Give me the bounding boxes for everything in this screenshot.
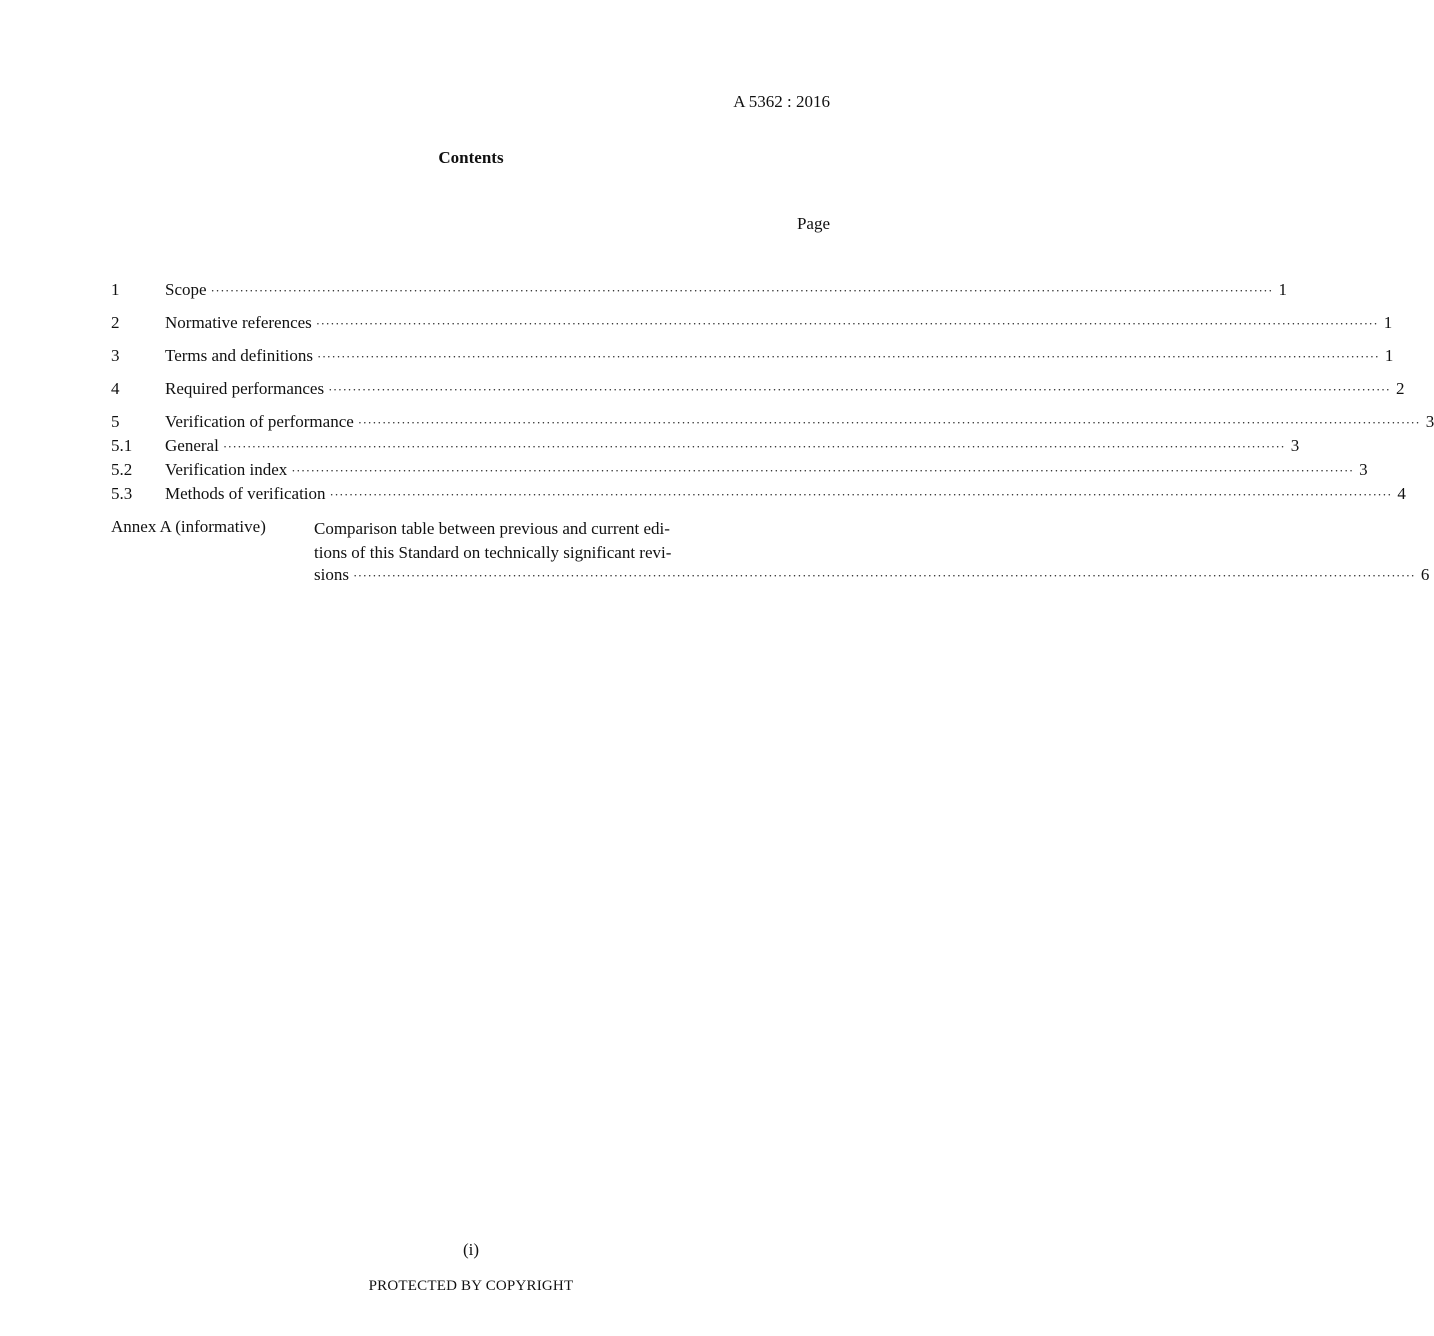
- toc-entry-page: 3: [1359, 460, 1368, 479]
- toc-entry-5[interactable]: [111, 412, 1434, 436]
- dot-leader: ····························································································································································································································: [210, 283, 1273, 298]
- dot-leader: ····························································································································································································································: [291, 463, 1354, 478]
- toc-entry-page: 4: [1397, 484, 1406, 503]
- contents-title: Contents: [438, 148, 504, 167]
- annex-title: [314, 517, 1429, 589]
- copyright-notice: PROTECTED BY COPYRIGHT: [368, 1278, 574, 1294]
- dot-leader: ····························································································································································································································: [352, 568, 1416, 583]
- annex-label: Annex A (informative): [111, 517, 266, 536]
- toc-entry-page: 3: [1425, 412, 1434, 431]
- toc-entry-title: Required performances: [165, 379, 325, 398]
- toc-entry-title: Verification of performance: [165, 412, 354, 431]
- toc-entry-page: 1: [1384, 346, 1394, 365]
- dot-leader: ····························································································································································································································: [329, 487, 1392, 502]
- dot-leader: ····························································································································································································································: [357, 415, 1421, 430]
- toc-entry-number: 5: [111, 412, 120, 431]
- toc-entry-title: Methods of verification: [165, 484, 326, 503]
- annex-title-last-line: [314, 565, 1429, 589]
- toc-entry-title: Verification index: [165, 460, 288, 479]
- toc-entry-title: General: [165, 436, 219, 455]
- toc-entry-number: 5.1: [111, 436, 133, 455]
- toc-entry-annex-a[interactable]: [111, 517, 1430, 589]
- dot-leader: ····························································································································································································································: [315, 316, 1379, 331]
- toc-entry-page: 6: [1420, 565, 1430, 584]
- toc-entry-5-1[interactable]: [111, 436, 1300, 460]
- toc-entry-title: Normative references: [165, 313, 312, 332]
- dot-leader: ····························································································································································································································: [222, 439, 1286, 454]
- toc-entry-2[interactable]: [111, 313, 1393, 337]
- toc-entry-number: 5.3: [111, 484, 133, 503]
- toc-entry-page: 1: [1383, 313, 1393, 332]
- table-of-contents: [111, 280, 1434, 589]
- toc-entry-page: 3: [1290, 436, 1300, 455]
- toc-entry-title: Scope: [165, 280, 207, 299]
- toc-entry-page: 1: [1278, 280, 1287, 299]
- toc-entry-title: Terms and definitions: [165, 346, 314, 365]
- annex-title-line: tions of this Standard on technically significant revi-: [314, 543, 672, 562]
- toc-entry-number: 2: [111, 313, 120, 332]
- toc-entry-5-2[interactable]: [111, 460, 1368, 484]
- toc-entry-number: 1: [111, 280, 120, 299]
- annex-title-line: Comparison table between previous and current edi-: [314, 519, 670, 538]
- footer-page-number: (i): [462, 1240, 480, 1259]
- dot-leader: ····························································································································································································································: [328, 382, 1391, 397]
- document-number: A 5362 : 2016: [733, 92, 830, 111]
- annex-title-line: sions: [314, 565, 349, 584]
- toc-entry-4[interactable]: [111, 379, 1405, 403]
- toc-entry-number: 5.2: [111, 460, 133, 479]
- toc-entry-number: 3: [111, 346, 120, 365]
- dot-leader: ····························································································································································································································: [317, 349, 1380, 364]
- toc-entry-3[interactable]: [111, 346, 1394, 370]
- toc-entry-1[interactable]: [111, 280, 1287, 304]
- toc-entry-page: 2: [1395, 379, 1405, 398]
- toc-entry-5-3[interactable]: [111, 484, 1406, 508]
- toc-entry-number: 4: [111, 379, 120, 398]
- page-column-heading: Page: [796, 214, 830, 233]
